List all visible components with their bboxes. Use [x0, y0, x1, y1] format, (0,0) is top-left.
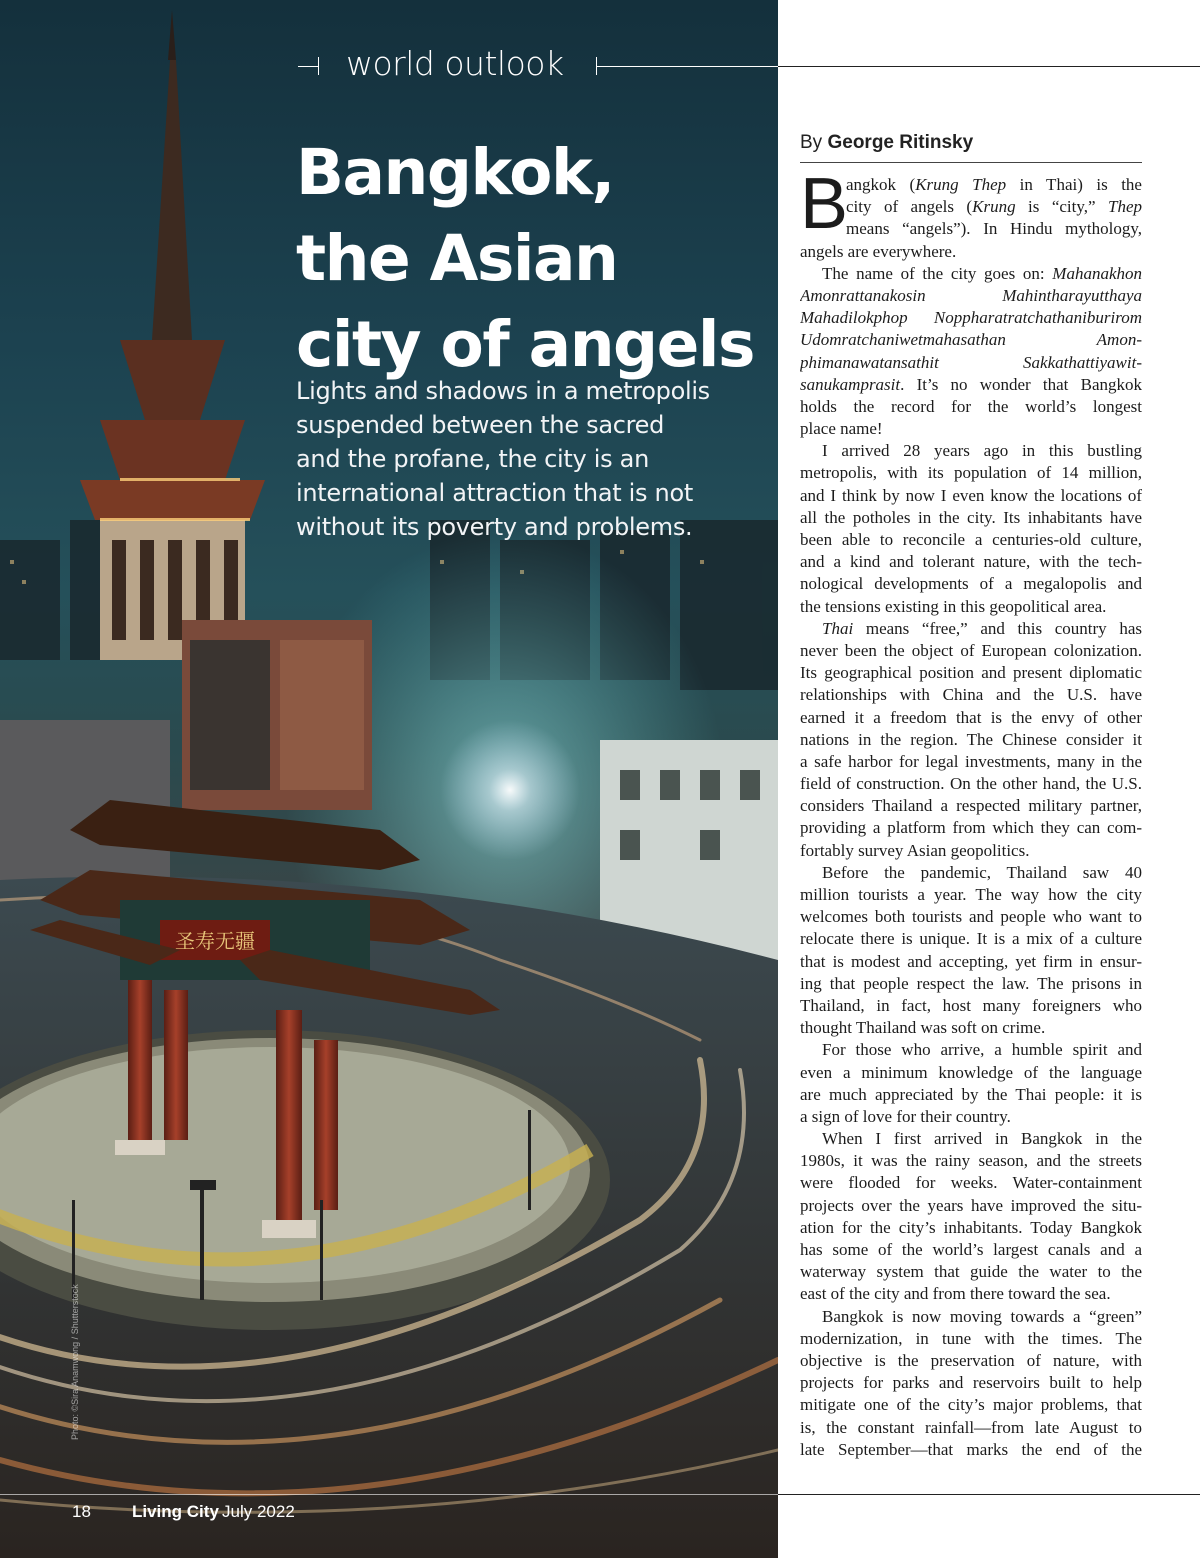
article-line: Thailand, in fact, host many foreigners who [800, 995, 1142, 1015]
subhead-line: international attraction that is not [296, 479, 693, 507]
issue-date: July 2022 [222, 1502, 295, 1521]
article-line: a sign of love for their country. [800, 1106, 1011, 1126]
article-line: relationships with China and the U.S. have [800, 685, 1142, 705]
article-line: angkok (Krung Thep in Thai) is the [846, 175, 1142, 194]
section-tick-left [318, 57, 319, 75]
footer-rule-photo [0, 1494, 778, 1495]
page-number: 18 [72, 1502, 91, 1521]
article-line: ing that people respect the law. The prisons in [800, 973, 1142, 993]
section-rule-right-page [778, 66, 1200, 67]
subhead-line: Lights and shadows in a metropolis [296, 377, 710, 405]
article-line: Mahadilokphop Noppharatratchathaniburirom [800, 308, 1142, 328]
article-line: were flooded for weeks. Water-containment [800, 1173, 1142, 1193]
article-line: welcomes both tourists and people who want to [800, 907, 1142, 927]
article-body [800, 164, 1142, 1461]
article-line: Udomratchaniwetmahasathan Amon- [800, 330, 1142, 350]
article-line: 1980s, it was the rainy season, and the streets [800, 1151, 1142, 1171]
temple-spire [80, 10, 265, 660]
article-line: city of angels (Krung is “city,” Thep [846, 197, 1142, 217]
article-line: holds the record for the world’s longest [800, 396, 1142, 416]
byline [800, 132, 973, 154]
article-line: phimanawatansathit Sakkathattiyawit- [800, 352, 1142, 372]
article-line: been able to reconcile a centuries-old culture, [800, 530, 1142, 549]
byline-prefix: By [800, 132, 823, 153]
article-line: thought Thailand was soft on crime. [800, 1018, 1046, 1038]
footer-rule [778, 1494, 1200, 1495]
gate-sign: 圣寿无疆 [175, 929, 255, 953]
article-line: million tourists a year. The way how the city [800, 885, 1142, 904]
article-line: Bangkok is now moving towards a “green” [822, 1306, 1142, 1326]
headline-line: city of angels [296, 308, 754, 381]
article-line: waterway system that guide the water to the [800, 1262, 1142, 1282]
article-line: Its geographical position and present diplomatic [800, 663, 1142, 683]
article-line: ation for the city’s inhabitants. Today Bangkok [800, 1217, 1142, 1237]
article-line: a safe harbor for legal investments, many in the [800, 751, 1142, 771]
subhead [296, 374, 766, 544]
section-label: world outlook [346, 44, 564, 83]
article-line: For those who arrive, a humble spirit and [822, 1040, 1142, 1060]
office-building [182, 620, 372, 810]
article-line: nations in the region. The Chinese consider it [800, 729, 1142, 749]
photo-credit: Photo: ©Sira Anamwong / Shutterstock [70, 1284, 80, 1440]
headline [296, 130, 766, 388]
headline-line: the Asian [296, 222, 618, 295]
article-line: Amonrattanakosin Mahintharayutthaya [800, 285, 1142, 305]
article-line: I arrived 28 years ago in this bustling [822, 441, 1142, 461]
article-line: that is modest and accepting, yet firm in ensur- [800, 951, 1142, 971]
article-line: relocate there is unique. It is a mix of a culture [800, 929, 1142, 949]
article-line: the tensions existing in this geopolitical area. [800, 596, 1107, 616]
byline-rule [800, 162, 1142, 163]
article-line: late September—that marks the end of the [800, 1439, 1142, 1459]
article-line: earned it a freedom that is the envy of other [800, 707, 1142, 727]
article-line: When I first arrived in Bangkok in the [822, 1129, 1142, 1149]
article-line: and I think by now I even know the locations of [800, 485, 1142, 505]
magazine-name: Living City [132, 1502, 219, 1521]
article-line: providing a platform from which they can com- [800, 818, 1142, 838]
article-line: east of the city and from there toward the sea. [800, 1284, 1111, 1304]
subhead-line: suspended between the sacred [296, 411, 665, 439]
article-line: never been the object of European colonization. [800, 640, 1142, 660]
article-line: place name! [800, 419, 883, 439]
article-line: all the potholes in the city. Its inhabitants have [800, 507, 1142, 527]
drop-cap: B [800, 164, 849, 244]
article-line: and a kind and tolerant nature, with the tech- [800, 552, 1142, 572]
article-line: projects for parks and reservoirs built to help [800, 1373, 1142, 1393]
headline-line: Bangkok, [296, 136, 614, 209]
article-line: mitigate one of the city’s major problems, that [800, 1395, 1142, 1415]
article-line: objective is the preservation of nature, with [800, 1350, 1142, 1370]
article-line: modernization, in tune with the times. The [800, 1328, 1142, 1348]
article-line: has some of the world’s largest canals and a [800, 1240, 1142, 1259]
article-line: Thai means “free,” and this country has [822, 618, 1142, 638]
subhead-line: and the profane, the city is an [296, 445, 649, 473]
article-line: metropolis, with its population of 14 million, [800, 463, 1142, 483]
section-rule-left [298, 66, 318, 67]
article-line: projects over the years have improved the situ- [800, 1195, 1142, 1215]
article-line: considers Thailand a respected military partner, [800, 796, 1142, 816]
article-line: sanukamprasit. It’s no wonder that Bangkok [800, 374, 1142, 394]
article-line: means “angels”). In Hindu mythology, [846, 219, 1142, 239]
article-line: The name of the city goes on: Mahanakhon [822, 263, 1142, 283]
author-name: George Ritinsky [827, 132, 974, 153]
article-line: is, the constant rainfall—from late August to [800, 1417, 1142, 1437]
article-line: angels are everywhere. [800, 241, 957, 261]
article-line: even a minimum knowledge of the language [800, 1062, 1142, 1082]
article-line: fortably survey Asian geopolitics. [800, 840, 1030, 860]
article-lines [800, 174, 1142, 1461]
subhead-line: without its poverty and problems. [296, 513, 693, 541]
article-line: Before the pandemic, Thailand saw 40 [822, 862, 1142, 882]
section-rule-right [596, 66, 778, 67]
article-line: are much appreciated by the Thai people: it is [800, 1084, 1142, 1104]
article-line: nological developments of a megalopolis and [800, 574, 1142, 594]
article-line: field of construction. On the other hand, the U.S. [800, 774, 1142, 794]
